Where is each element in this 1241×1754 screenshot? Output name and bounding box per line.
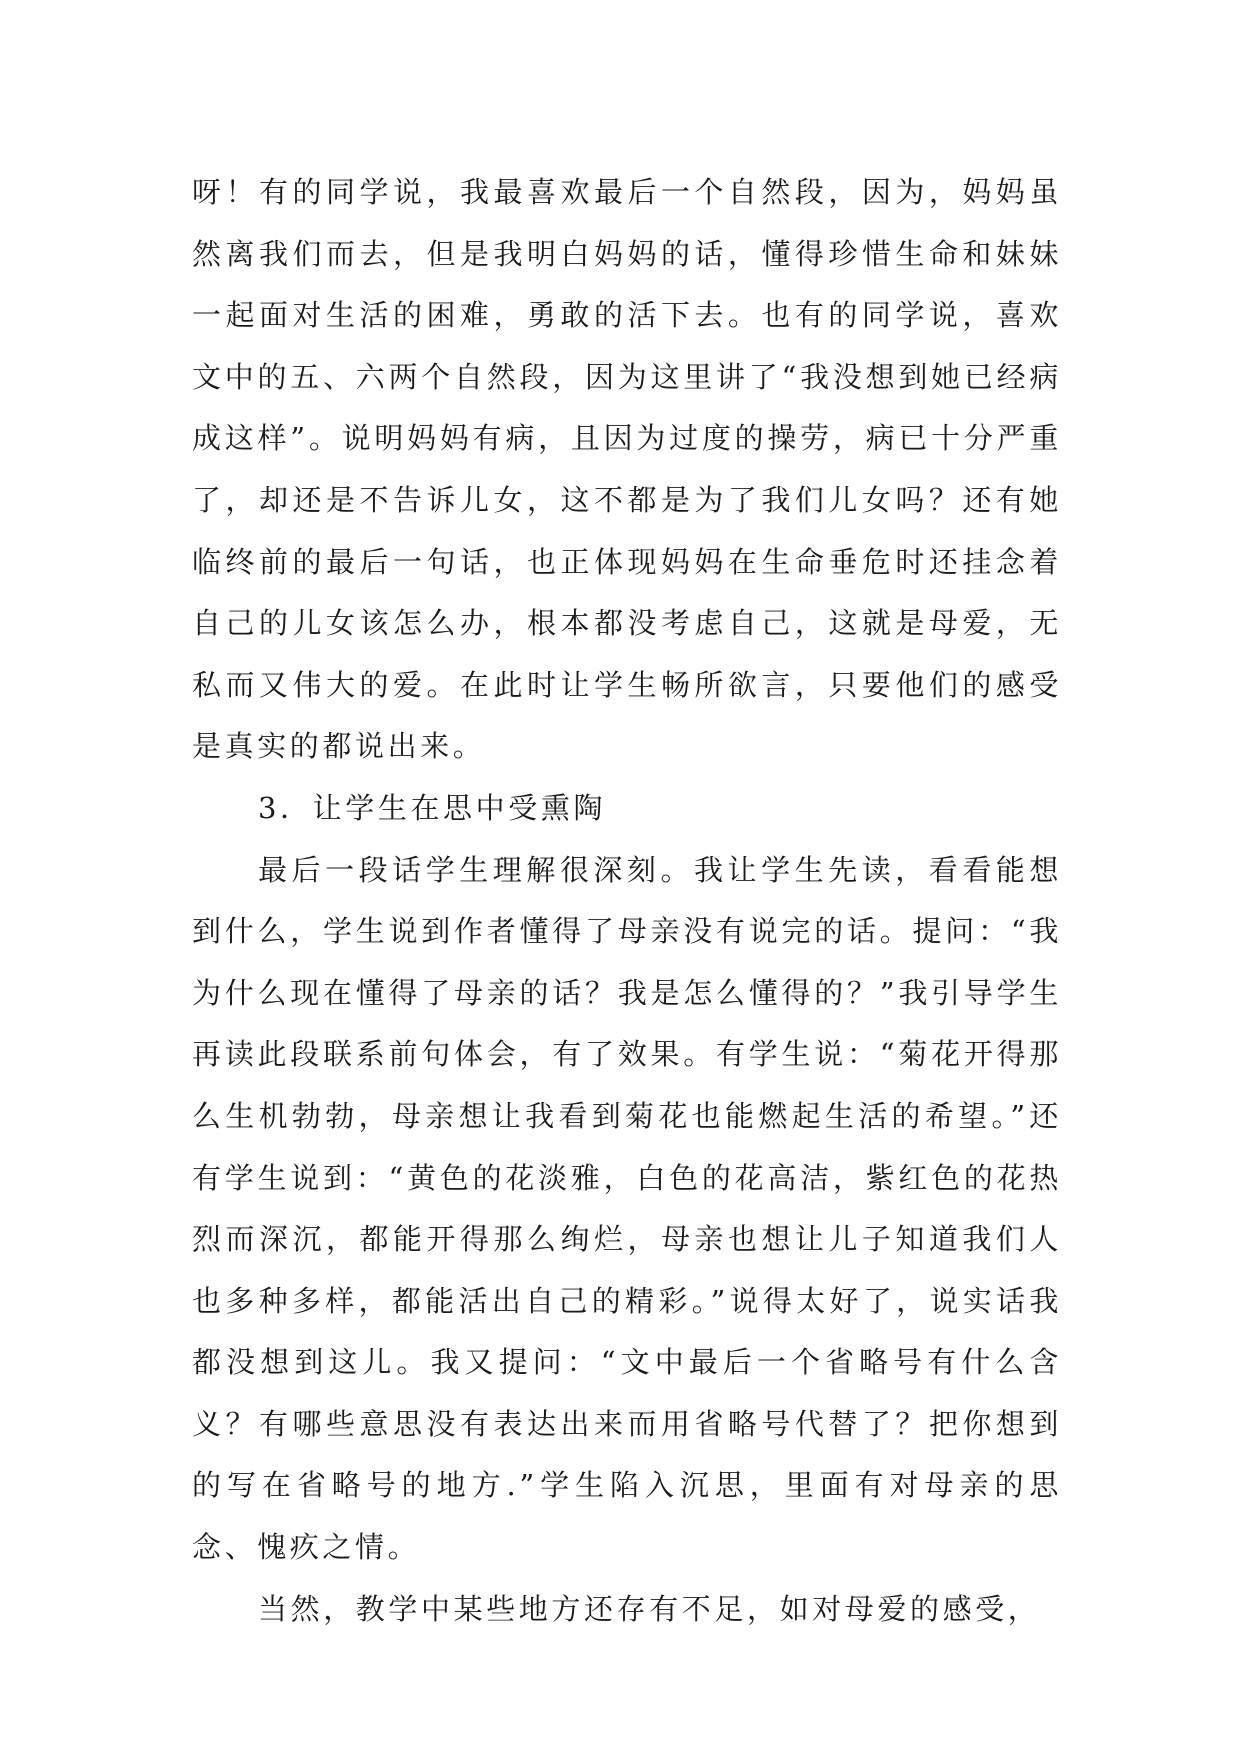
section-heading: 3．让学生在思中受熏陶 [258,790,607,825]
document-body [192,162,1062,1640]
paragraph-1: 呀！有的同学说，我最喜欢最后一个自然段，因为，妈妈虽然离我们而去，但是我明白妈妈的话，懂得珍惜生命和妹妹一起面对生活的困难，勇敢的活下去。也有的同学说，喜欢文中的五、六两个自然段，因为这里讲了“我没想到她已经病成这样”。说明妈妈有病，且因为过度的操劳，病已十分严重了，却还是不告诉儿女，这不都是为了我们儿女吗？还有她临终前的最后一句话，也正体现妈妈在生命垂危时还挂念着自己的儿女该怎么办，根本都没考虑自己，这就是母爱，无私而又伟大的爱。在此时让学生畅所欲言，只要他们的感受是真实的都说出来。 [192,175,1062,764]
paragraph-3: 当然，教学中某些地方还存有不足，如对母爱的感受， [258,1591,1041,1626]
paragraph-2: 最后一段话学生理解很深刻。我让学生先读，看看能想到什么，学生说到作者懂得了母亲没有说完的话。提问：“我为什么现在懂得了母亲的话？我是怎么懂得的？”我引导学生再读此段联系前句体会，有了效果。有学生说：“菊花开得那么生机勃勃，母亲想让我看到菊花也能燃起生活的希望。”还有学生说到：“黄色的花淡雅，白色的花高洁，紫红色的花热烈而深沉，都能开得那么绚烂，母亲也想让儿子知道我们人也多种多样，都能活出自己的精彩。”说得太好了，说实话我都没想到这儿。我又提问：“文中最后一个省略号有什么含义？有哪些意思没有表达出来而用省略号代替了？把你想到的写在省略号的地方.”学生陷入沉思，里面有对母亲的思念、愧疚之情。 [192,852,1062,1565]
